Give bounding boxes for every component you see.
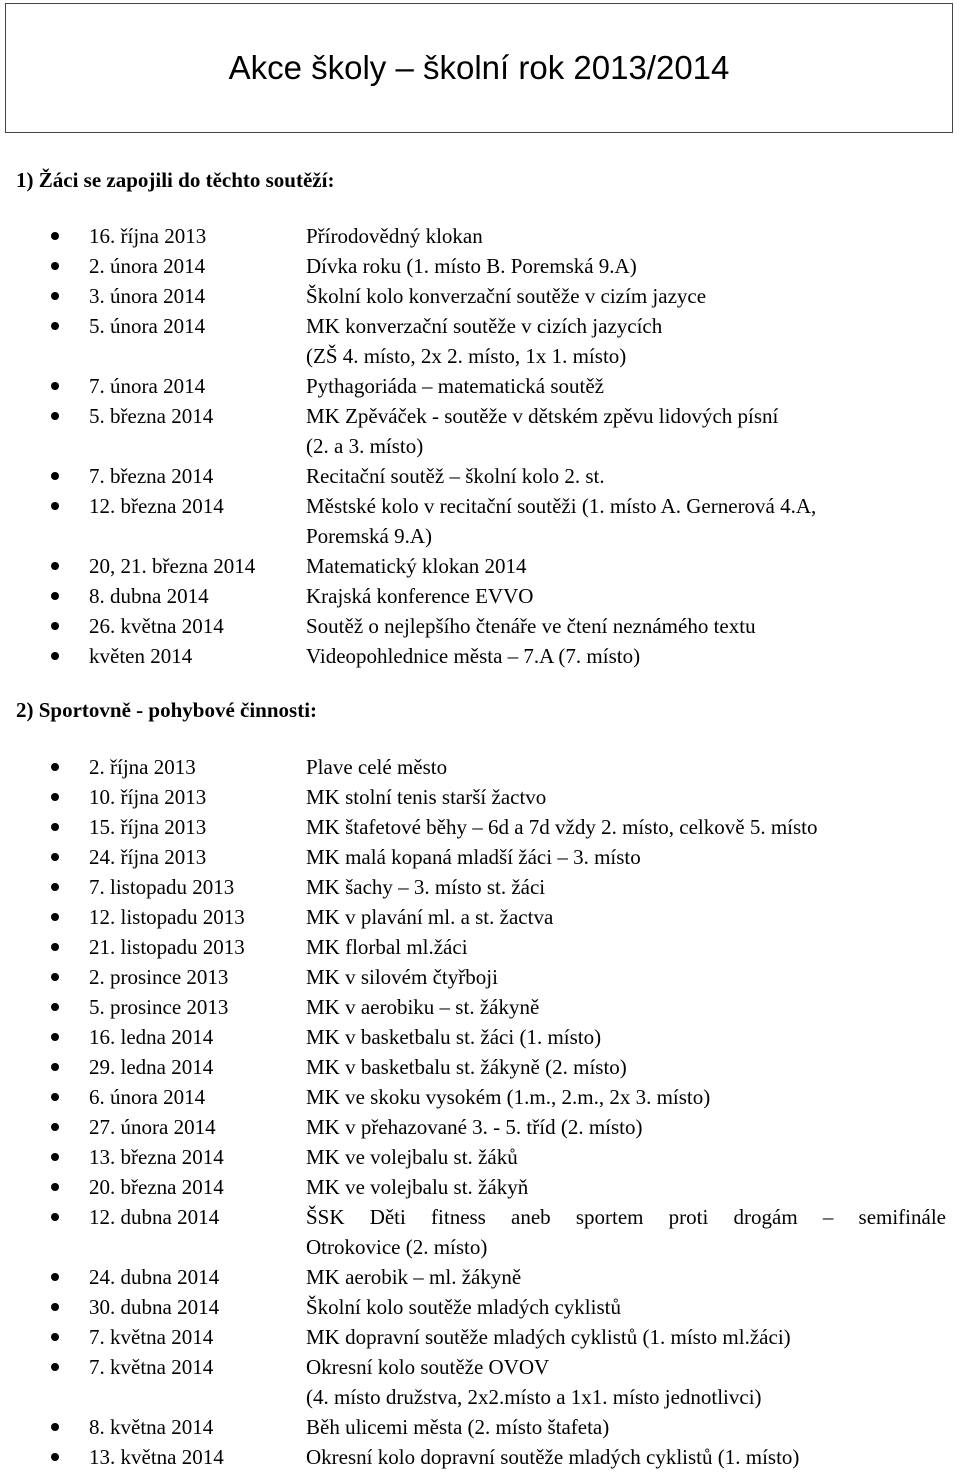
event-description (306, 1322, 946, 1352)
event-description (306, 1142, 946, 1172)
event-description (306, 902, 946, 932)
section-heading-sports: 2) Sportovně - pohybové činnosti: (16, 698, 318, 722)
event-description-line: MK v aerobiku – st. žákyně (306, 995, 540, 1019)
event-description-line: Přírodovědný klokan (306, 224, 483, 248)
event-date: 12. března 2014 (89, 494, 224, 518)
event-date: květen 2014 (89, 644, 193, 668)
event-description (306, 842, 946, 872)
bullet-icon (51, 1123, 59, 1131)
list-item (0, 1202, 960, 1262)
event-description-line: MK v silovém čtyřboji (306, 965, 498, 989)
bullet-icon (51, 262, 59, 270)
bullet-icon (51, 502, 59, 510)
event-date: 2. října 2013 (89, 755, 196, 779)
bullet-icon (51, 1213, 59, 1221)
list-item (0, 992, 960, 1022)
event-date: 7. května 2014 (89, 1355, 214, 1379)
event-date: 12. dubna 2014 (89, 1205, 220, 1229)
list-item (0, 782, 960, 812)
list-item (0, 902, 960, 932)
event-description (306, 611, 946, 641)
event-date: 20. března 2014 (89, 1175, 224, 1199)
event-description (306, 311, 946, 371)
event-description-line: Videopohlednice města – 7.A (7. místo) (306, 644, 641, 668)
event-description-line: MK ve volejbalu st. žákyň (306, 1175, 529, 1199)
event-description-line: (4. místo družstva, 2x2.místo a 1x1. místo jednotlivci) (306, 1385, 762, 1409)
event-date: 24. října 2013 (89, 845, 207, 869)
event-description-line: Poremská 9.A) (306, 524, 432, 548)
event-description (306, 581, 946, 611)
event-date: 15. října 2013 (89, 815, 207, 839)
event-description-line: MK v basketbalu st. žákyně (2. místo) (306, 1055, 627, 1079)
event-description-line: Školní kolo konverzační soutěže v cizím jazyce (306, 284, 707, 308)
event-description (306, 962, 946, 992)
list-item (0, 872, 960, 902)
bullet-icon (51, 1153, 59, 1161)
event-date: 12. listopadu 2013 (89, 905, 245, 929)
event-description-line: Městské kolo v recitační soutěži (1. místo A. Gernerová 4.A, (306, 494, 817, 518)
event-description-line: Otrokovice (2. místo) (306, 1235, 488, 1259)
event-description (306, 401, 946, 461)
bullet-icon (51, 823, 59, 831)
section-heading-competitions: 1) Žáci se zapojili do těchto soutěží: (16, 168, 335, 192)
bullet-icon (51, 1453, 59, 1461)
list-item (0, 842, 960, 872)
event-description-line: MK v přehazované 3. - 5. tříd (2. místo) (306, 1115, 643, 1139)
bullet-icon (51, 472, 59, 480)
event-description (306, 932, 946, 962)
event-description (306, 251, 946, 281)
event-date: 5. prosince 2013 (89, 995, 229, 1019)
event-description (306, 812, 946, 842)
list-item (0, 311, 960, 371)
event-description (306, 221, 946, 251)
bullet-icon (51, 592, 59, 600)
list-item (0, 1052, 960, 1082)
bullet-icon (51, 322, 59, 330)
event-description (306, 1082, 946, 1112)
event-description-line: Recitační soutěž – školní kolo 2. st. (306, 464, 605, 488)
event-description (306, 1352, 946, 1412)
list-item (0, 1292, 960, 1322)
event-description-line: MK ve volejbalu st. žáků (306, 1145, 518, 1169)
event-description-line: MK stolní tenis starší žactvo (306, 785, 547, 809)
event-description-line: MK malá kopaná mladší žáci – 3. místo (306, 845, 641, 869)
event-description-line: MK dopravní soutěže mladých cyklistů (1. místo ml.žáci) (306, 1325, 791, 1349)
bullet-icon (51, 763, 59, 771)
event-description (306, 281, 946, 311)
list-item (0, 812, 960, 842)
event-date: 7. února 2014 (89, 374, 206, 398)
bullet-icon (51, 622, 59, 630)
event-description (306, 641, 946, 671)
bullet-icon (51, 943, 59, 951)
event-description (306, 461, 946, 491)
event-description-line: Matematický klokan 2014 (306, 554, 527, 578)
competitions-list (0, 221, 960, 671)
event-description-line: Dívka roku (1. místo B. Poremská 9.A) (306, 254, 637, 278)
list-item (0, 1262, 960, 1292)
event-description-line: ŠSK Děti fitness aneb sportem proti drogám – semifinále (306, 1205, 946, 1229)
bullet-icon (51, 1183, 59, 1191)
event-description-line: Plave celé město (306, 755, 448, 779)
event-description-line: (2. a 3. místo) (306, 434, 424, 458)
event-date: 8. května 2014 (89, 1415, 214, 1439)
event-date: 8. dubna 2014 (89, 584, 209, 608)
event-date: 6. února 2014 (89, 1085, 206, 1109)
list-item (0, 932, 960, 962)
bullet-icon (51, 292, 59, 300)
bullet-icon (51, 382, 59, 390)
bullet-icon (51, 1363, 59, 1371)
event-date: 7. listopadu 2013 (89, 875, 235, 899)
event-description (306, 1112, 946, 1142)
event-description (306, 782, 946, 812)
event-description-line: Krajská konference EVVO (306, 584, 534, 608)
bullet-icon (51, 1423, 59, 1431)
bullet-icon (51, 1333, 59, 1341)
bullet-icon (51, 1003, 59, 1011)
event-description-line: MK štafetové běhy – 6d a 7d vždy 2. místo, celkově 5. místo (306, 815, 818, 839)
document-title: Akce školy – školní rok 2013/2014 (228, 49, 730, 86)
event-date: 24. dubna 2014 (89, 1265, 220, 1289)
bullet-icon (51, 1063, 59, 1071)
list-item (0, 1172, 960, 1202)
bullet-icon (51, 973, 59, 981)
event-description-line: Okresní kolo dopravní soutěže mladých cyklistů (1. místo) (306, 1445, 800, 1469)
event-description (306, 752, 946, 782)
event-date: 2. prosince 2013 (89, 965, 229, 989)
title-box (5, 3, 953, 133)
list-item (0, 1082, 960, 1112)
event-date: 5. března 2014 (89, 404, 214, 428)
event-date: 13. května 2014 (89, 1445, 224, 1469)
list-item (0, 551, 960, 581)
event-description (306, 872, 946, 902)
event-description (306, 1052, 946, 1082)
bullet-icon (51, 562, 59, 570)
event-description (306, 1262, 946, 1292)
event-date: 13. března 2014 (89, 1145, 224, 1169)
event-date: 21. listopadu 2013 (89, 935, 245, 959)
list-item (0, 221, 960, 251)
event-description (306, 491, 946, 551)
list-item (0, 491, 960, 551)
event-date: 16. ledna 2014 (89, 1025, 214, 1049)
event-description-line: Běh ulicemi města (2. místo štafeta) (306, 1415, 610, 1439)
list-item (0, 401, 960, 461)
event-description-line: Pythagoriáda – matematická soutěž (306, 374, 604, 398)
bullet-icon (51, 1093, 59, 1101)
event-description-line: MK v basketbalu st. žáci (1. místo) (306, 1025, 602, 1049)
event-description-line: MK šachy – 3. místo st. žáci (306, 875, 546, 899)
list-item (0, 1112, 960, 1142)
bullet-icon (51, 793, 59, 801)
event-date: 7. března 2014 (89, 464, 214, 488)
event-description (306, 1412, 946, 1442)
bullet-icon (51, 1303, 59, 1311)
event-description (306, 551, 946, 581)
event-date: 27. února 2014 (89, 1115, 216, 1139)
list-item (0, 962, 960, 992)
bullet-icon (51, 1033, 59, 1041)
list-item (0, 1322, 960, 1352)
list-item (0, 1022, 960, 1052)
bullet-icon (51, 913, 59, 921)
list-item (0, 752, 960, 782)
event-date: 5. února 2014 (89, 314, 206, 338)
event-description-line: (ZŠ 4. místo, 2x 2. místo, 1x 1. místo) (306, 344, 627, 368)
event-description (306, 1292, 946, 1322)
event-date: 10. října 2013 (89, 785, 207, 809)
list-item (0, 371, 960, 401)
event-date: 29. ledna 2014 (89, 1055, 214, 1079)
event-date: 26. května 2014 (89, 614, 224, 638)
event-description-line: MK ve skoku vysokém (1.m., 2.m., 2x 3. místo) (306, 1085, 711, 1109)
event-description (306, 1022, 946, 1052)
event-date: 2. února 2014 (89, 254, 206, 278)
event-description (306, 1202, 946, 1262)
bullet-icon (51, 883, 59, 891)
list-item (0, 1352, 960, 1412)
event-description (306, 1172, 946, 1202)
list-item (0, 1412, 960, 1442)
list-item (0, 641, 960, 671)
event-date: 30. dubna 2014 (89, 1295, 220, 1319)
list-item (0, 581, 960, 611)
bullet-icon (51, 853, 59, 861)
bullet-icon (51, 412, 59, 420)
event-description-line: Soutěž o nejlepšího čtenáře ve čtení neznámého textu (306, 614, 756, 638)
event-description-line: Okresní kolo soutěže OVOV (306, 1355, 550, 1379)
bullet-icon (51, 232, 59, 240)
event-description-line: Školní kolo soutěže mladých cyklistů (306, 1295, 621, 1319)
list-item (0, 611, 960, 641)
event-date: 7. května 2014 (89, 1325, 214, 1349)
event-date: 16. října 2013 (89, 224, 207, 248)
event-description-line: MK konverzační soutěže v cizích jazycích (306, 314, 663, 338)
list-item (0, 281, 960, 311)
event-description-line: MK v plavání ml. a st. žactva (306, 905, 554, 929)
event-description (306, 371, 946, 401)
list-item (0, 251, 960, 281)
event-date: 3. února 2014 (89, 284, 206, 308)
event-description-line: MK aerobik – ml. žákyně (306, 1265, 522, 1289)
bullet-icon (51, 652, 59, 660)
event-description-line: MK Zpěváček - soutěže v dětském zpěvu lidových písní (306, 404, 779, 428)
sports-list (0, 752, 960, 1472)
event-date: 20, 21. března 2014 (89, 554, 256, 578)
bullet-icon (51, 1273, 59, 1281)
list-item (0, 1142, 960, 1172)
event-description (306, 992, 946, 1022)
event-description-line: MK florbal ml.žáci (306, 935, 468, 959)
list-item (0, 461, 960, 491)
